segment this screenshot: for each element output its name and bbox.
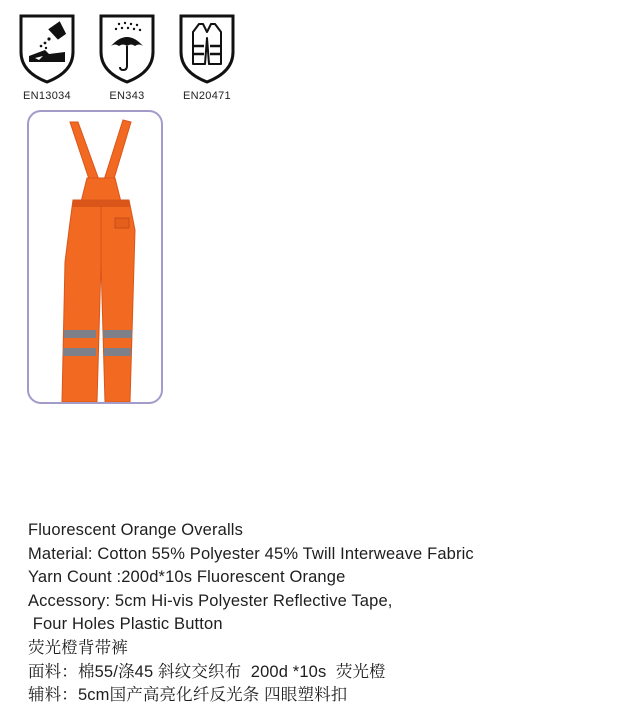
orange-overalls-image xyxy=(29,112,161,402)
accessory-line-continued: Four Holes Plastic Button xyxy=(28,615,223,634)
product-title-chinese: 荧光橙背带裤 xyxy=(28,638,128,657)
cert-code: EN343 xyxy=(109,90,145,102)
cert-en20471 xyxy=(174,12,240,102)
product-image-frame xyxy=(27,110,163,404)
cert-en13034 xyxy=(14,12,80,102)
high-visibility-vest-icon xyxy=(175,12,239,84)
product-description xyxy=(28,519,608,708)
cert-code: EN20471 xyxy=(183,90,231,102)
cert-en343 xyxy=(94,12,160,102)
cert-code: EN13034 xyxy=(23,90,71,102)
accessory-line: Accessory: 5cm Hi-vis Polyester Reflective Tape, xyxy=(28,591,393,610)
product-title: Fluorescent Orange Overalls xyxy=(28,521,243,539)
accessory-line-chinese: 辅料：5cm国产高亮化纤反光条 四眼塑料扣 xyxy=(28,686,348,705)
material-line-chinese: 面料：棉55/涤45 斜纹交织布 200d *10s 荧光橙 xyxy=(28,662,386,681)
yarn-count-line: Yarn Count :200d*10s Fluorescent Orange xyxy=(28,568,346,587)
chemical-protection-icon xyxy=(15,12,79,84)
rain-protection-icon xyxy=(95,12,159,84)
material-line: Material: Cotton 55% Polyester 45% Twill Interweave Fabric xyxy=(28,544,474,563)
